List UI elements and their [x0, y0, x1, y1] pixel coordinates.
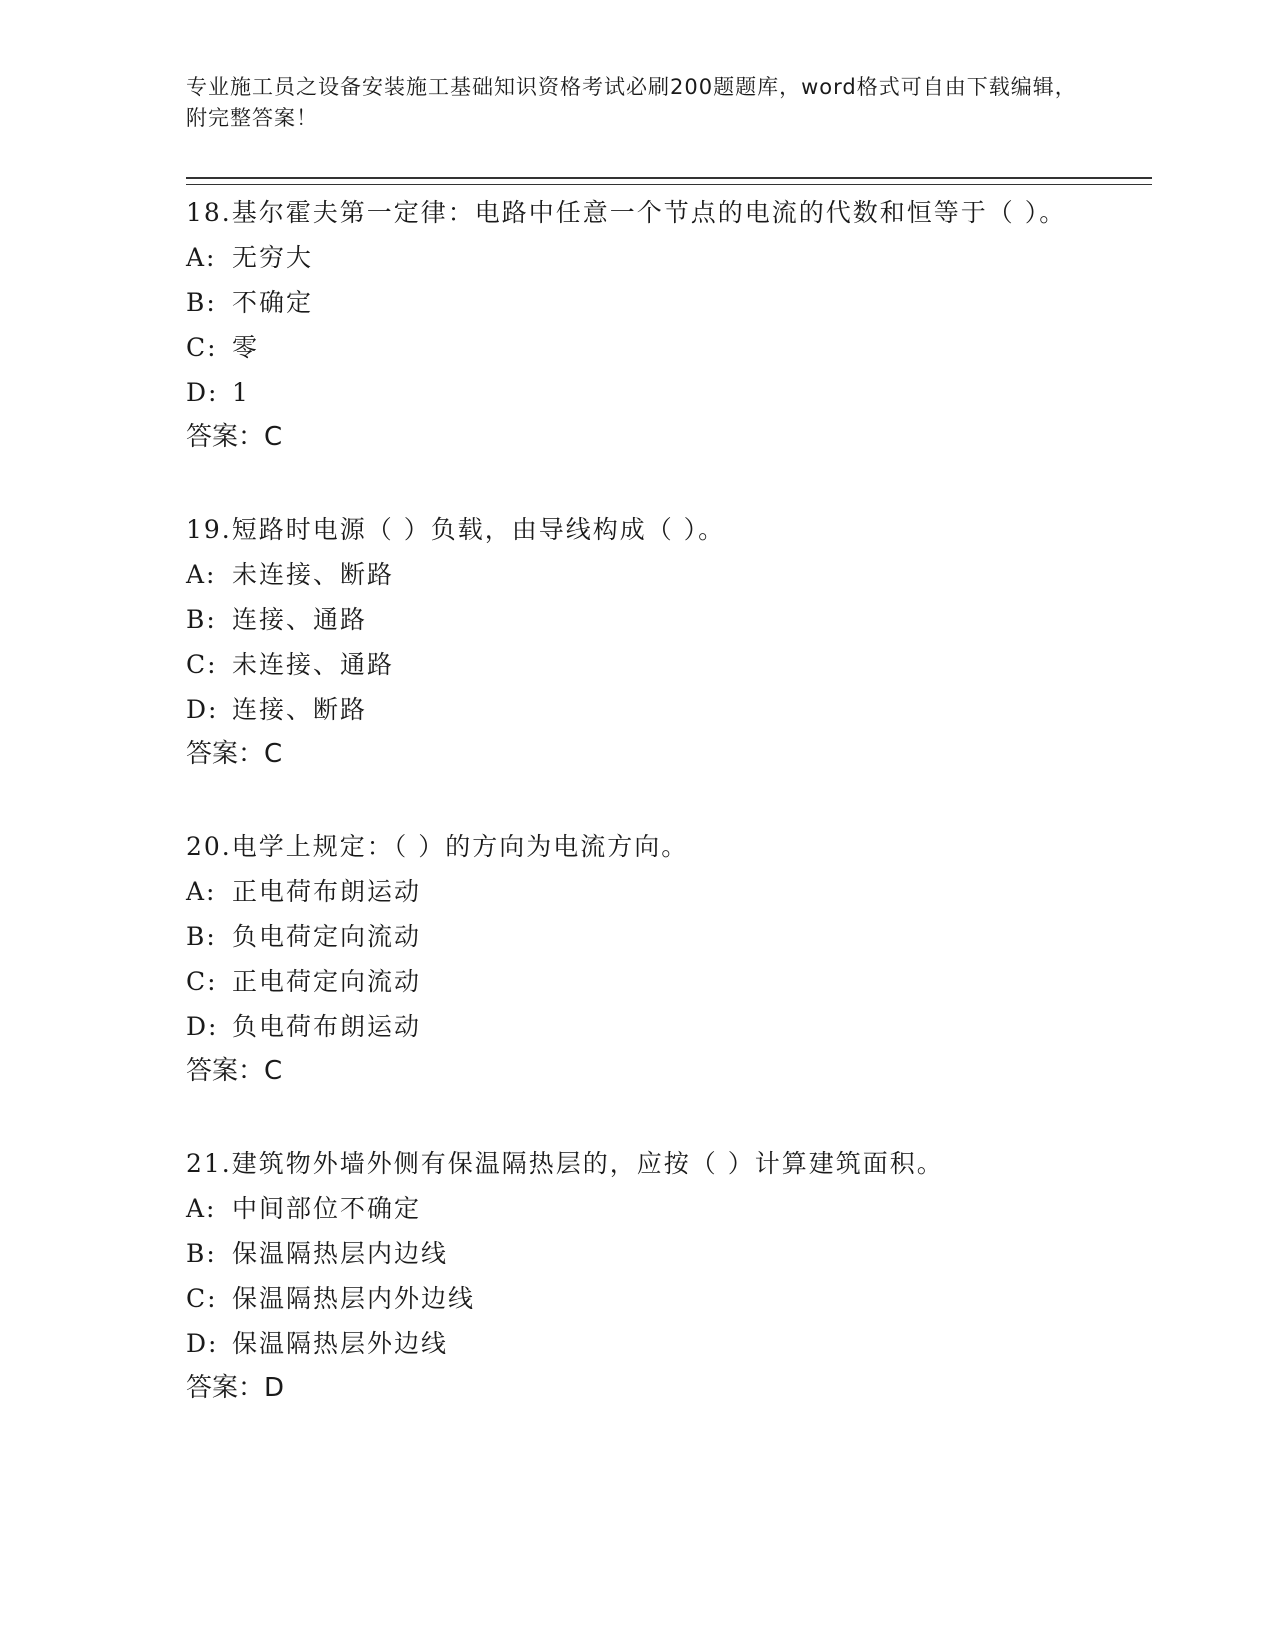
option-c — [186, 642, 1126, 687]
option-text: 保温隔热层内边线 — [232, 1239, 449, 1268]
option-c — [186, 959, 1126, 1004]
option-text: 未连接、通路 — [232, 650, 395, 679]
option-letter: D: — [186, 1329, 219, 1358]
option-d — [186, 687, 1126, 732]
option-text: 正电荷定向流动 — [232, 967, 422, 996]
option-letter: D: — [186, 1012, 219, 1041]
option-letter: B: — [186, 1239, 217, 1268]
question-list — [186, 190, 1126, 1458]
option-text: 中间部位不确定 — [232, 1194, 422, 1223]
option-text: 负电荷定向流动 — [232, 922, 422, 951]
question-item — [186, 190, 1126, 460]
option-b — [186, 914, 1126, 959]
option-letter: B: — [186, 605, 217, 634]
question-stem: 20.电学上规定：（ ）的方向为电流方向。 — [186, 832, 689, 861]
option-letter: B: — [186, 288, 217, 317]
option-b — [186, 280, 1126, 325]
option-text: 连接、断路 — [232, 695, 368, 724]
option-text: 未连接、断路 — [232, 560, 395, 589]
option-a — [186, 1186, 1126, 1231]
option-text: 保温隔热层外边线 — [232, 1329, 449, 1358]
option-letter: D: — [186, 695, 219, 724]
option-letter: A: — [186, 560, 217, 589]
option-b — [186, 1231, 1126, 1276]
option-text: 1 — [232, 378, 250, 407]
header-divider — [186, 177, 1152, 185]
option-letter: C: — [186, 967, 218, 996]
question-stem: 19.短路时电源（ ）负载，由导线构成（ ）。 — [186, 515, 726, 544]
option-b — [186, 597, 1126, 642]
option-d — [186, 370, 1126, 415]
option-letter: B: — [186, 922, 217, 951]
answer-line: 答案：C — [186, 739, 283, 769]
option-letter: C: — [186, 1284, 218, 1313]
answer-line: 答案：C — [186, 1056, 283, 1086]
option-d — [186, 1321, 1126, 1366]
option-letter: C: — [186, 650, 218, 679]
option-text: 连接、通路 — [232, 605, 368, 634]
option-d — [186, 1004, 1126, 1049]
option-a — [186, 869, 1126, 914]
question-item — [186, 824, 1126, 1094]
option-a — [186, 235, 1126, 280]
option-letter: A: — [186, 243, 217, 272]
option-text: 零 — [232, 333, 260, 362]
option-text: 负电荷布朗运动 — [232, 1012, 422, 1041]
option-text: 无穷大 — [232, 243, 314, 272]
option-letter: A: — [186, 1194, 217, 1223]
answer-line: 答案：D — [186, 1373, 285, 1403]
option-letter: A: — [186, 877, 217, 906]
option-letter: C: — [186, 333, 218, 362]
document-header: 专业施工员之设备安装施工基础知识资格考试必刷200题题库，word格式可自由下载编辑，附完整答案！ — [186, 75, 1077, 130]
question-stem: 18.基尔霍夫第一定律：电路中任意一个节点的电流的代数和恒等于（ ）。 — [186, 198, 1067, 227]
option-letter: D: — [186, 378, 219, 407]
option-text: 正电荷布朗运动 — [232, 877, 422, 906]
question-item — [186, 507, 1126, 777]
option-c — [186, 325, 1126, 370]
option-text: 保温隔热层内外边线 — [232, 1284, 476, 1313]
question-stem: 21.建筑物外墙外侧有保温隔热层的，应按（ ）计算建筑面积。 — [186, 1149, 944, 1178]
question-item — [186, 1141, 1126, 1411]
answer-line: 答案：C — [186, 422, 283, 452]
option-c — [186, 1276, 1126, 1321]
option-a — [186, 552, 1126, 597]
option-text: 不确定 — [232, 288, 314, 317]
